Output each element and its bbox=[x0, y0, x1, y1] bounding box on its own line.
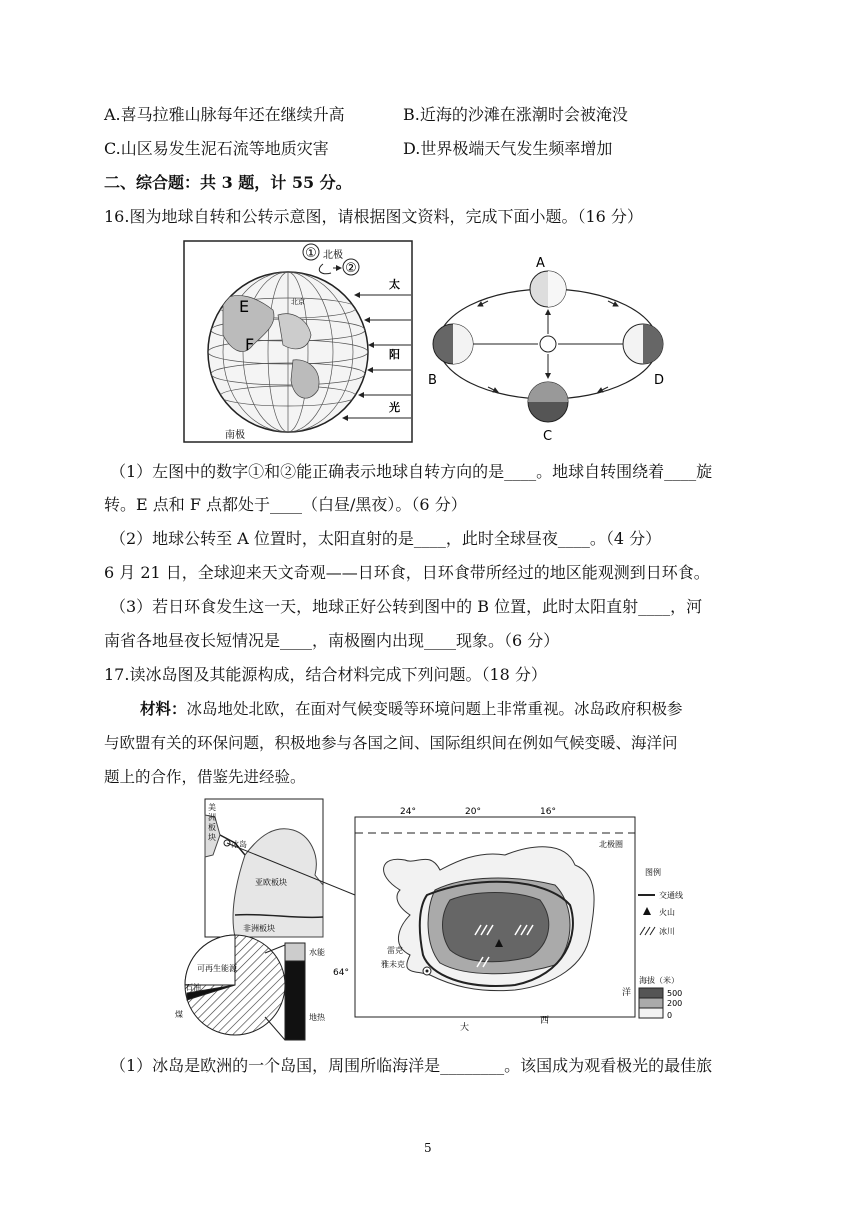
ocean-char-2: 西 bbox=[540, 1016, 550, 1026]
option-d: D.世界极端天气发生频率增加 bbox=[403, 139, 613, 158]
q16-info: 6 月 21 日，全球迎来天文奇观——日环食，日环食带所经过的地区能观测到日环食。 bbox=[104, 563, 710, 582]
inset-america-1: 美 bbox=[208, 803, 216, 812]
arctic-circle-label: 北极圈 bbox=[599, 840, 623, 849]
south-pole-label: 南极 bbox=[225, 430, 245, 441]
q17-material-line2: 与欧盟有关的环保问题，积极地参与各国之间、国际组织间在例如气候变暖、海洋问 bbox=[104, 734, 678, 752]
north-pole-label: 北极 bbox=[323, 250, 343, 261]
inset-africa-label: 非洲板块 bbox=[243, 924, 275, 933]
sun-char-1: 太 bbox=[389, 278, 400, 291]
q16-sub3-line2: 南省各地昼夜长短情况是____，南极圈内出现____现象。（6 分） bbox=[104, 631, 560, 650]
ocean-char-1: 大 bbox=[460, 1023, 470, 1033]
elevation-500: 500 bbox=[667, 989, 683, 998]
q16-sub2: （2）地球公转至 A 位置时，太阳直射的是____，此时全球昼夜____。（4 分） bbox=[110, 529, 662, 548]
pie-renewable-label: 可再生能源 bbox=[197, 964, 237, 973]
sun-char-3: 光 bbox=[389, 401, 400, 414]
bar-hydro-label: 水能 bbox=[309, 948, 325, 957]
q17-material-line1 bbox=[140, 698, 683, 720]
lon-16: 16° bbox=[540, 807, 556, 817]
position-b: B bbox=[428, 373, 437, 388]
earth-orbit-figure bbox=[418, 244, 678, 444]
earth-rotation-figure bbox=[183, 240, 413, 443]
inset-america-3: 板 bbox=[208, 823, 216, 832]
section-title: 二、综合题：共 3 题，计 55 分。 bbox=[104, 173, 352, 192]
rotation-option-2: ② bbox=[345, 261, 357, 276]
option-b: B.近海的沙滩在涨潮时会被淹没 bbox=[403, 105, 628, 124]
elevation-200: 200 bbox=[667, 999, 683, 1008]
legend-title: 图例 bbox=[645, 868, 661, 877]
position-d: D bbox=[654, 373, 665, 388]
option-a: A.喜马拉雅山脉每年还在继续升高 bbox=[104, 105, 345, 124]
q16-sub3-line1: （3）若日环食发生这一天，地球正好公转到图中的 B 位置，此时太阳直射____，河 bbox=[110, 597, 703, 616]
capital-label-1: 雷克 bbox=[387, 946, 403, 955]
q17-sub1: （1）冰岛是欧洲的一个岛国，周围所临海洋是________。该国成为观看极光的最佳旅 bbox=[110, 1056, 713, 1075]
q17-material-line3: 题上的合作，借鉴先进经验。 bbox=[104, 768, 306, 786]
option-c: C.山区易发生泥石流等地质灾害 bbox=[104, 139, 329, 158]
position-a: A bbox=[536, 256, 545, 271]
elevation-title: 海拔（米） bbox=[639, 976, 679, 985]
q16-sub1-line1: （1）左图中的数字①和②能正确表示地球自转方向的是____。地球自转围绕着____旋 bbox=[110, 462, 713, 481]
inset-eurasia-label: 亚欧板块 bbox=[255, 878, 287, 887]
material-label: 材料： bbox=[140, 699, 187, 718]
rotation-option-1: ① bbox=[305, 246, 317, 261]
inset-america-2: 洲 bbox=[208, 813, 216, 822]
position-c: C bbox=[543, 429, 553, 444]
question-16-stem: 16.图为地球自转和公转示意图，请根据图文资料，完成下面小题。（16 分） bbox=[104, 207, 643, 226]
sun-char-2: 阳 bbox=[389, 348, 400, 361]
bar-geo-label: 地热 bbox=[309, 1013, 325, 1022]
iceland-figure bbox=[175, 795, 695, 1045]
pie-oil-label: 石油 bbox=[185, 983, 201, 992]
lat-64: 64° bbox=[333, 968, 349, 978]
point-f: F bbox=[245, 335, 255, 354]
pie-coal-label: 煤 bbox=[175, 1010, 183, 1019]
lon-20: 20° bbox=[465, 807, 481, 817]
legend-road: 交通线 bbox=[659, 891, 683, 900]
material-text: 冰岛地处北欧，在面对气候变暖等环境问题上非常重视。冰岛政府积极参 bbox=[186, 700, 683, 718]
page-number: 5 bbox=[424, 1141, 432, 1155]
inset-america-4: 块 bbox=[208, 833, 216, 842]
point-e: E bbox=[239, 297, 250, 316]
ocean-char-3: 洋 bbox=[622, 988, 632, 998]
legend-glacier: 冰川 bbox=[659, 927, 675, 936]
elevation-0: 0 bbox=[667, 1011, 673, 1020]
beijing-label: 北京 bbox=[291, 298, 305, 306]
lon-24: 24° bbox=[400, 807, 416, 817]
capital-label-2: 雅未克 bbox=[381, 960, 405, 969]
inset-iceland-label: 冰岛 bbox=[231, 840, 247, 849]
question-17-stem: 17.读冰岛图及其能源构成，结合材料完成下列问题。（18 分） bbox=[104, 665, 547, 684]
q16-sub1-line2: 转。E 点和 F 点都处于____（白昼/黑夜）。（6 分） bbox=[104, 495, 467, 514]
legend-volcano: 火山 bbox=[659, 908, 675, 917]
